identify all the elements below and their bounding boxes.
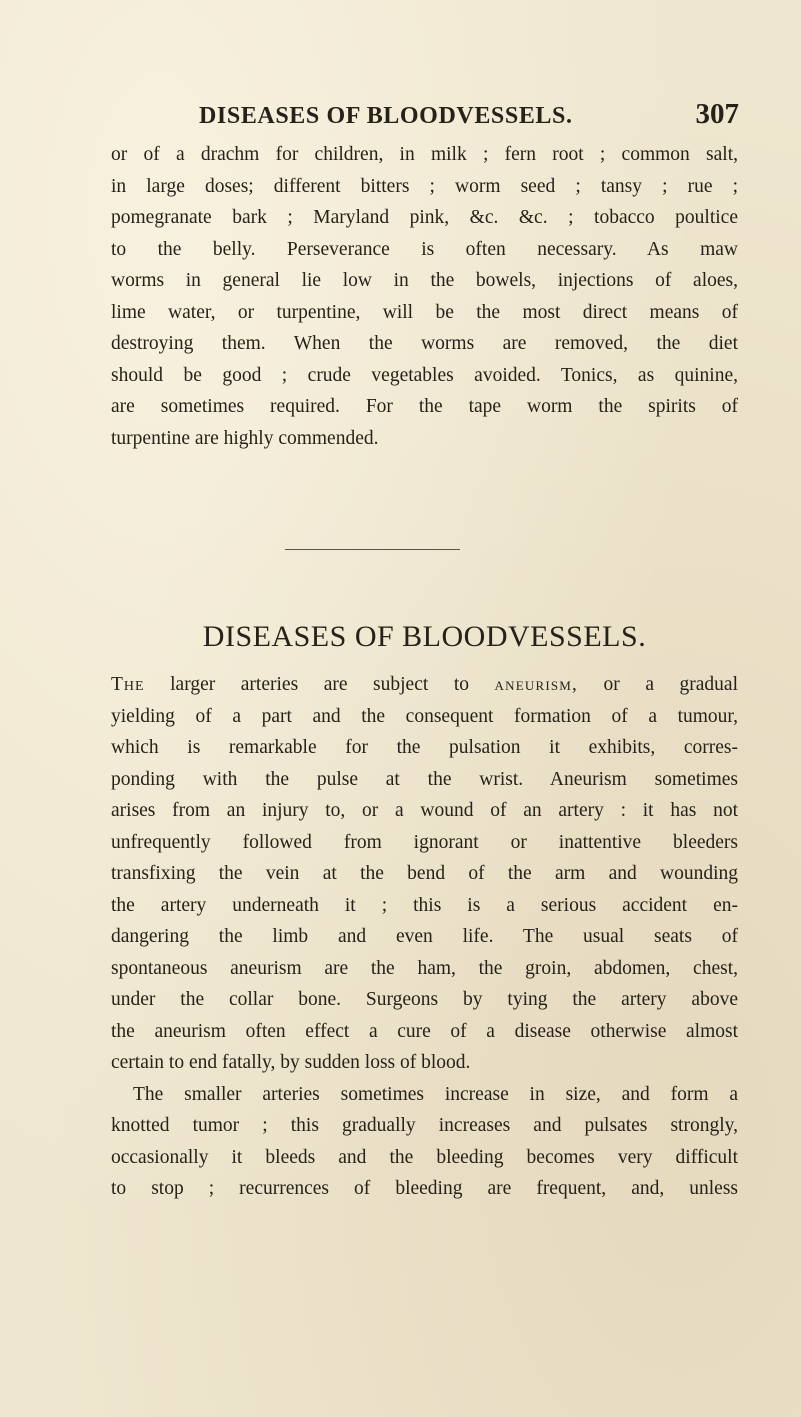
text-line: spontaneous aneurism are the ham, the groin, abdomen, chest, xyxy=(111,957,738,979)
continued-paragraph xyxy=(111,139,738,454)
text-line: The smaller arteries sometimes increase in size, and form a xyxy=(133,1083,738,1105)
text-line: in large doses; different bitters ; worm seed ; tansy ; rue ; xyxy=(111,175,738,197)
aneurism-term: aneurism, xyxy=(494,674,578,695)
text-line: worms in general lie low in the bowels, injections of aloes, xyxy=(111,270,738,291)
text-line: knotted tumor ; this gradually increases and pulsates strongly, xyxy=(111,1115,738,1136)
text-line: pomegranate bark ; Maryland pink, &c. &c. ; tobacco poultice xyxy=(111,207,738,228)
text-line: occasionally it bleeds and the bleeding becomes very difficult xyxy=(111,1146,738,1168)
text-line: should be good ; crude vegetables avoided. Tonics, as quinine, xyxy=(111,364,738,386)
opening-word: The xyxy=(111,674,145,695)
text-line: dangering the limb and even life. The usual seats of xyxy=(111,926,738,947)
running-head xyxy=(199,98,739,138)
section-body xyxy=(111,669,738,1205)
text-line: ponding with the pulse at the wrist. Aneurism sometimes xyxy=(111,768,738,790)
text-line: unfrequently followed from ignorant or inattentive bleeders xyxy=(111,831,738,853)
opening-line-end: or a gradual xyxy=(578,674,739,695)
text-line: the aneurism often effect a cure of a disease otherwise almost xyxy=(111,1020,738,1042)
opening-line-middle: larger arteries are subject to xyxy=(144,674,495,695)
text-line: transfixing the vein at the bend of the arm and wounding xyxy=(111,863,738,884)
section-heading: DISEASES OF BLOODVESSELS. xyxy=(202,620,647,653)
section-divider xyxy=(285,549,460,550)
text-line: to the belly. Perseverance is often necessary. As maw xyxy=(111,238,738,260)
text-line: certain to end fatally, by sudden loss of blood. xyxy=(111,1052,471,1073)
text-line: arises from an injury to, or a wound of an artery : it has not xyxy=(111,800,738,821)
text-line: the artery underneath it ; this is a serious accident en- xyxy=(111,894,738,916)
text-line: which is remarkable for the pulsation it exhibits, corres- xyxy=(111,737,738,758)
text-line: lime water, or turpentine, will be the most direct means of xyxy=(111,301,738,323)
text-line: yielding of a part and the consequent formation of a tumour, xyxy=(111,705,738,727)
text-line: are sometimes required. For the tape worm the spirits of xyxy=(111,396,738,417)
running-title: DISEASES OF BLOODVESSELS. xyxy=(199,103,573,129)
page-number: 307 xyxy=(695,98,739,130)
text-line: destroying them. When the worms are removed, the diet xyxy=(111,333,738,354)
opening-line xyxy=(111,669,738,701)
text-line: or of a drachm for children, in milk ; fern root ; common salt, xyxy=(111,144,738,165)
text-line: turpentine are highly commended. xyxy=(111,427,379,449)
text-line: to stop ; recurrences of bleeding are frequent, and, unless xyxy=(111,1178,738,1199)
text-line: under the collar bone. Surgeons by tying the artery above xyxy=(111,989,738,1010)
